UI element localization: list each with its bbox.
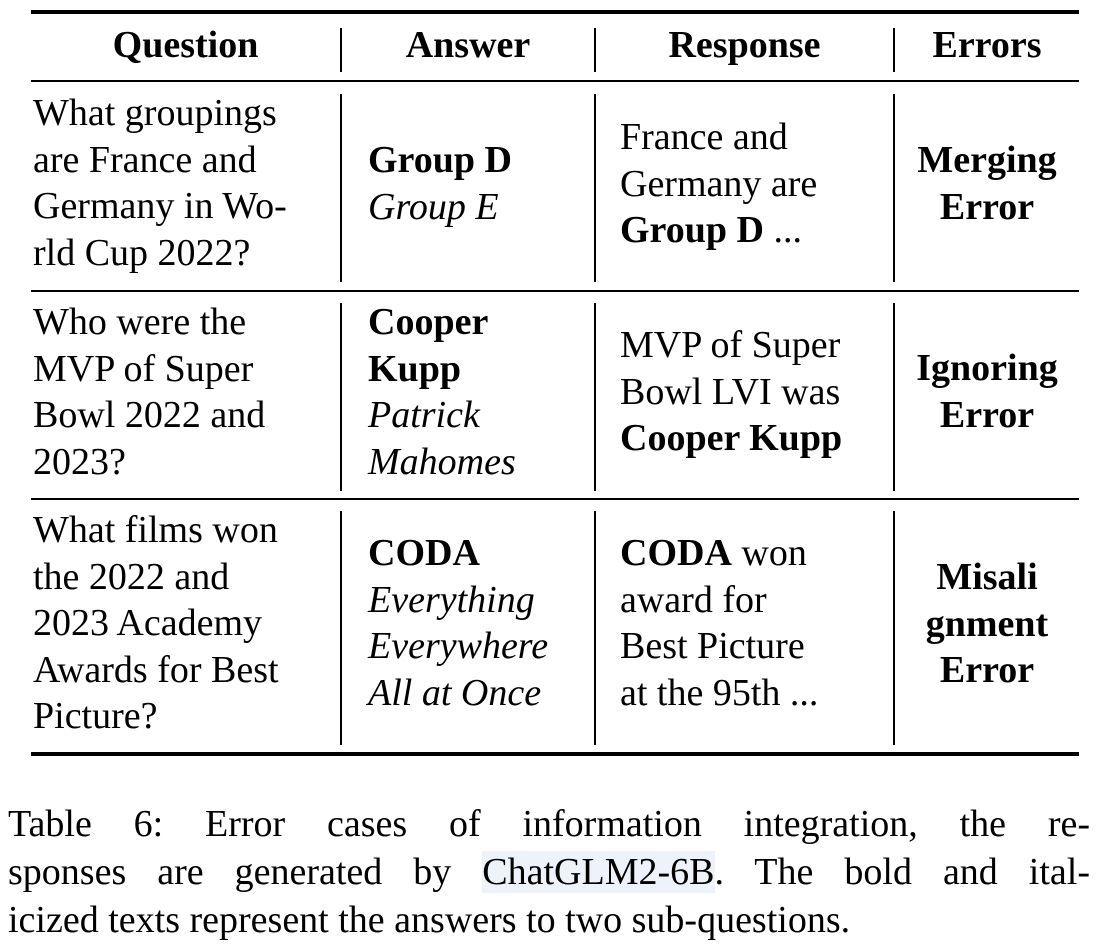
- row3-answer: [368, 530, 548, 716]
- question-line: 2023 Academy: [33, 602, 263, 644]
- answer-italic: Everything: [368, 578, 535, 621]
- response-bold: Group D: [620, 209, 764, 251]
- header-question: Question: [112, 24, 259, 66]
- col-divider: [340, 511, 342, 745]
- top-rule: [31, 10, 1079, 14]
- error-line: Error: [939, 185, 1035, 228]
- row2-error: [895, 345, 1079, 438]
- row3-response: [620, 530, 818, 716]
- caption-line: icized texts represent the answers to two sub-questions.: [8, 899, 851, 941]
- response-rest: won: [731, 532, 807, 574]
- header-rule: [31, 80, 1079, 82]
- answer-bold: Cooper: [368, 301, 489, 343]
- response-line: [620, 415, 842, 462]
- response-line: [620, 207, 817, 254]
- question-line: 2023?: [33, 440, 126, 483]
- row1-question: [33, 90, 287, 276]
- response-line: award for: [620, 578, 767, 621]
- question-line: Bowl 2022 and: [33, 394, 266, 436]
- error-line: gnment: [925, 602, 1049, 645]
- response-line: Germany are: [620, 162, 818, 205]
- row1-answer: [368, 137, 512, 230]
- row2-response: [620, 322, 842, 462]
- question-line: Who were the: [33, 301, 247, 343]
- question-line: rld Cup 2022?: [33, 231, 251, 274]
- col-divider: [594, 94, 596, 282]
- answer-bold: CODA: [368, 532, 480, 574]
- error-line: Error: [939, 393, 1035, 436]
- row3-error: [895, 554, 1079, 694]
- col-divider: [594, 303, 596, 491]
- response-line: at the 95th ...: [620, 671, 819, 714]
- response-line: France and: [620, 116, 788, 158]
- caption-line: [8, 848, 1090, 896]
- answer-bold: Kupp: [368, 347, 461, 390]
- header-response: Response: [668, 24, 821, 66]
- response-line: [620, 530, 818, 577]
- question-line: Awards for Best: [33, 648, 279, 691]
- row1-rule: [31, 290, 1079, 292]
- row2-rule: [31, 498, 1079, 500]
- response-rest: ...: [763, 209, 802, 251]
- question-line: Germany in Wo-: [33, 185, 287, 227]
- response-line: MVP of Super: [620, 324, 841, 366]
- question-line: What groupings: [33, 92, 277, 134]
- answer-italic: All at Once: [368, 671, 542, 714]
- question-line: are France and: [33, 138, 257, 181]
- answer-italic: Everywhere: [368, 625, 549, 667]
- question-line: Picture?: [33, 695, 158, 737]
- response-line: Bowl LVI was: [620, 370, 841, 413]
- header-answer: Answer: [405, 24, 531, 66]
- col-divider: [340, 94, 342, 282]
- question-line: the 2022 and: [33, 555, 230, 598]
- bottom-rule: [31, 752, 1079, 756]
- response-bold: Cooper Kupp: [620, 417, 843, 459]
- response-bold: CODA: [620, 532, 732, 574]
- chatglm-link[interactable]: ChatGLM2-6B: [482, 851, 715, 893]
- caption-line: Table 6: Error cases of information integration, the re-: [8, 803, 1090, 845]
- question-line: MVP of Super: [33, 347, 254, 390]
- caption-text: sponses are generated by: [8, 851, 483, 893]
- row2-question: [33, 299, 265, 485]
- caption-text: . The bold and ital-: [714, 851, 1090, 893]
- answer-italic: Group E: [368, 185, 499, 228]
- error-line: Ignoring: [916, 347, 1058, 389]
- answer-italic: Mahomes: [368, 440, 516, 483]
- error-line: Merging: [917, 139, 1057, 181]
- row3-question: [33, 507, 279, 740]
- response-line: Best Picture: [620, 625, 805, 667]
- question-line: What films won: [33, 509, 278, 551]
- header-errors: Errors: [932, 24, 1042, 66]
- row1-error: [895, 137, 1079, 230]
- row2-answer: [368, 299, 516, 485]
- answer-bold: Group D: [368, 139, 512, 181]
- col-divider: [594, 511, 596, 745]
- error-line: Error: [939, 649, 1035, 691]
- col-divider: [340, 303, 342, 491]
- row1-response: [620, 114, 817, 254]
- error-line: Misali: [936, 556, 1038, 598]
- table-caption: [8, 800, 1090, 944]
- answer-italic: Patrick: [368, 394, 480, 436]
